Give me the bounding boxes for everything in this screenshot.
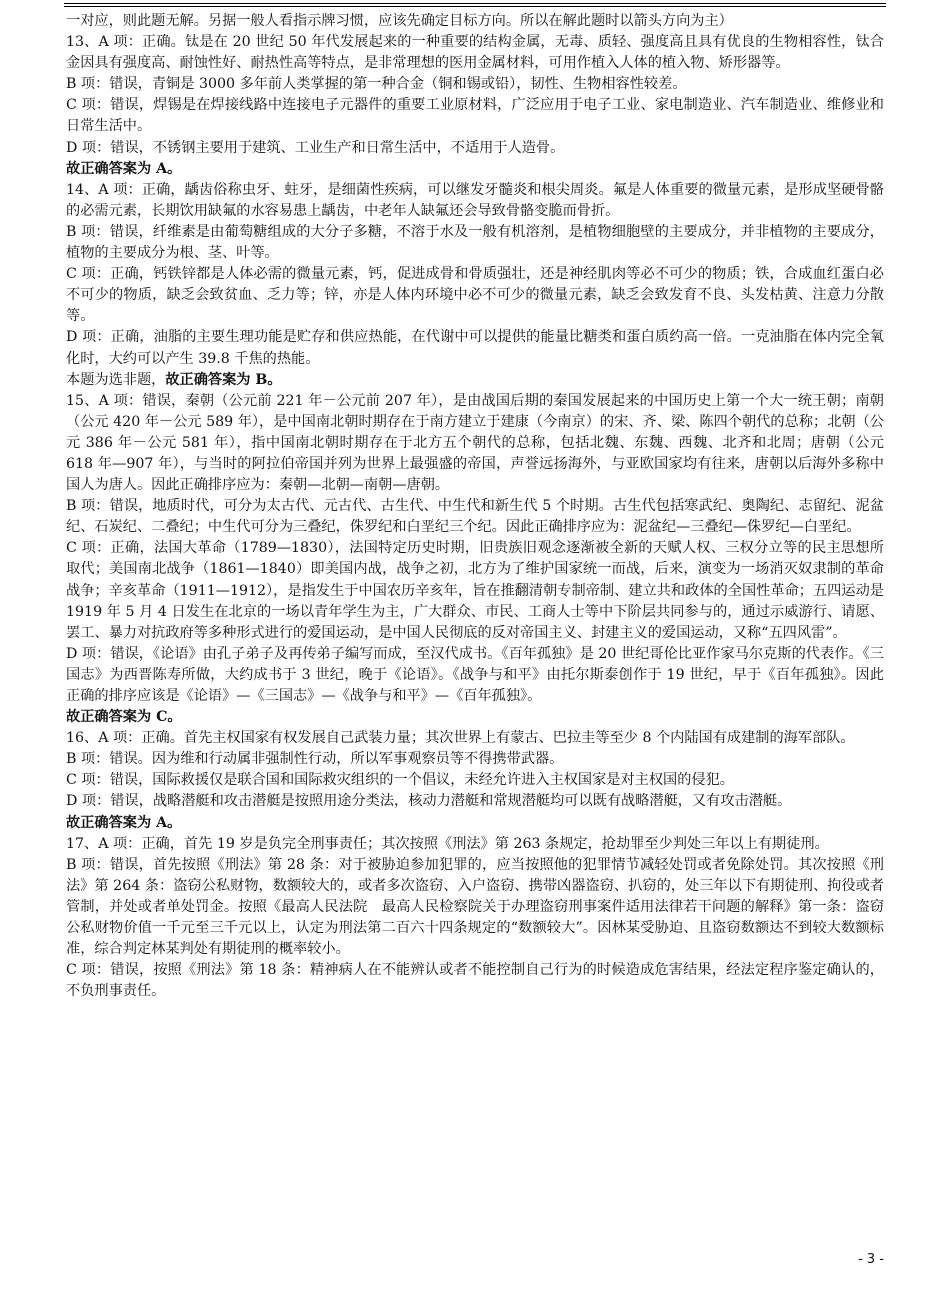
- answer-prefix: 本题为选非题，: [66, 371, 166, 388]
- answer-text: 故正确答案为 B。: [165, 371, 282, 388]
- paragraph: D 项：错误，《论语》由孔子弟子及再传弟子编写而成，至汉代成书。《百年孤独》是 20 世纪哥伦比亚作家马尔克斯的代表作。《三国志》为西晋陈寿所做，大约成书于 3 世纪，晚于《论语》。《战争与和平》由托尔斯泰创作于 19 世纪，早于《百年孤独》。因此正确的排序应该是《论语》—《三国志》—《战争与和平》—《百年孤独》。: [66, 645, 884, 704]
- header-rule-inner: [64, 6, 886, 7]
- paragraph: C 项：正确，法国大革命（1789—1830），法国特定历史时期，旧贵族旧观念逐渐被全新的天赋人权、三权分立等的民主思想所取代；美国南北战争（1861—1840）即美国内战，战争之初，北方为了维护国家统一而战，后来，演变为一场消灭奴隶制的革命战争；辛亥革命（1911—1912），是指发生于中国农历辛亥年，旨在推翻清朝专制帝制、建立共和政体的全国性革命；五四运动是 1919 年 5 月 4 日发生在北京的一场以青年学生为主，广大群众、市民、工商人士等中下阶层共同参与的，通过示威游行、请愿、罢工、暴力对抗政府等多种形式进行的爱国运动，是中国人民彻底的反对帝国主义、封建主义的爱国运动，又称“五四风雷”。: [66, 540, 884, 641]
- answer-line: 故正确答案为 A。: [66, 160, 182, 177]
- document-body: [66, 11, 884, 1002]
- paragraph: D 项：错误，不锈钢主要用于建筑、工业生产和日常生活中，不适用于人造骨。: [66, 139, 565, 156]
- paragraph: 14、A 项：正确，龋齿俗称虫牙、蛀牙，是细菌性疾病，可以继发牙髓炎和根尖周炎。氟是人体重要的微量元素，是形成坚硬骨骼的必需元素，长期饮用缺氟的水容易患上龋齿，中老年人缺氟还会导致骨骼变脆而骨折。: [66, 181, 884, 219]
- paragraph: D 项：错误，战略潜艇和攻击潜艇是按照用途分类法，核动力潜艇和常规潜艇均可以既有战略潜艇，又有攻击潜艇。: [66, 793, 792, 810]
- paragraph: C 项：错误，按照《刑法》第 18 条：精神病人在不能辨认或者不能控制自己行为的时候造成危害结果，经法定程序鉴定确认的，不负刑事责任。: [66, 962, 884, 1000]
- paragraph: C 项：错误，国际救援仅是联合国和国际救灾组织的一个倡议，未经允许进入主权国家是对主权国的侵犯。: [66, 772, 734, 789]
- paragraph: 17、A 项：正确，首先 19 岁是负完全刑事责任；其次按照《刑法》第 263 条规定，抢劫罪至少判处三年以上有期徒刑。: [66, 835, 829, 852]
- answer-line: 故正确答案为 A。: [66, 814, 182, 831]
- paragraph: B 项：错误，首先按照《刑法》第 28 条：对于被胁迫参加犯罪的，应当按照他的犯罪情节减轻处罚或者免除处罚。其次按照《刑法》第 264 条：盗窃公私财物，数额较大的，或者多次盗窃、入户盗窃、携带凶器盗窃、扒窃的，处三年以下有期徒刑、拘役或者管制，并处或者单处罚金。按照《最高人民法院 最高人民检察院关于办理盗窃刑事案件适用法律若干问题的解释》第一条：盗窃公私财物价值一千元至三千元以上，认定为刑法第二百六十四条规定的“数额较大”。因林某受胁迫、且盗窃数额达不到较大数额标准，综合判定林某判处有期徒刑的概率较小。: [66, 856, 884, 958]
- paragraph: 一对应，则此题无解。另据一般人看指示牌习惯，应该先确定目标方向。所以在解此题时以箭头方向为主）: [66, 13, 733, 29]
- paragraph: B 项：错误，青铜是 3000 多年前人类掌握的第一种合金（铜和锡或铅），韧性、生物相容性较差。: [66, 76, 687, 93]
- paragraph: C 项：正确，钙铁锌都是人体必需的微量元素，钙，促进成骨和骨质强壮，还是神经肌肉等必不可少的物质；铁，合成血红蛋白必不可少的物质，缺乏会致贫血、乏力等；锌，亦是人体内环境中必不可少的微量元素，缺乏会致发育不良、头发枯黄、注意力分散等。: [66, 266, 884, 325]
- header-rule-outer: [64, 3, 886, 4]
- paragraph: D 项：正确，油脂的主要生理功能是贮存和供应热能，在代谢中可以提供的能量比糖类和蛋白质约高一倍。一克油脂在体内完全氧化时，大约可以产生 39.8 千焦的热能。: [66, 329, 884, 367]
- paragraph: C 项：错误，焊锡是在焊接线路中连接电子元器件的重要工业原材料，广泛应用于电子工业、家电制造业、汽车制造业、维修业和日常生活中。: [66, 97, 884, 135]
- paragraph: 16、A 项：正确。首先主权国家有权发展自己武装力量；其次世界上有蒙古、巴拉圭等至少 8 个内陆国有成建制的海军部队。: [66, 730, 855, 747]
- paragraph: B 项：错误，纤维素是由葡萄糖组成的大分子多糖，不溶于水及一般有机溶剂，是植物细胞壁的主要成分，并非植物的主要成分，植物的主要成分为根、茎、叶等。: [66, 223, 884, 262]
- page-number: - 3 -: [858, 1252, 884, 1267]
- paragraph: B 项：错误，地质时代，可分为太古代、元古代、古生代、中生代和新生代 5 个时期。古生代包括寒武纪、奥陶纪、志留纪、泥盆纪、石炭纪、二叠纪；中生代可分为三叠纪，侏罗纪和白垩纪三个纪。因此正确排序应为：泥盆纪—三叠纪—侏罗纪—白垩纪。: [66, 498, 884, 536]
- paragraph: 13、A 项：正确。钛是在 20 世纪 50 年代发展起来的一种重要的结构金属，无毒、质轻、强度高且具有优良的生物相容性，钛合金因具有强度高、耐蚀性好、耐热性高等特点，是非常理想的医用金属材料，可用作植入人体的植入物、矫形器等。: [66, 34, 884, 72]
- paragraph: 15、A 项：错误，秦朝（公元前 221 年－公元前 207 年），是由战国后期的秦国发展起来的中国历史上第一个大一统王朝；南朝（公元 420 年－公元 589 年），是中国南北朝时期存在于南方建立于建康（今南京）的宋、齐、梁、陈四个朝代的总称；北朝（公元 386 年－公元 581 年），指中国南北朝时期存在于北方五个朝代的总称，包括北魏、东魏、西魏、北齐和北周；唐朝（公元 618 年—907 年），与当时的阿拉伯帝国并列为世界上最强盛的帝国，声誉远扬海外，与亚欧国家均有往来，唐朝以后海外多称中国人为唐人。因此正确排序应为：秦朝—北朝—南朝—唐朝。: [66, 392, 884, 494]
- paragraph: B 项：错误。因为维和行动属非强制性行动，所以军事观察员等不得携带武器。: [66, 751, 564, 768]
- answer-line: [66, 370, 884, 391]
- answer-line: 故正确答案为 C。: [66, 709, 182, 726]
